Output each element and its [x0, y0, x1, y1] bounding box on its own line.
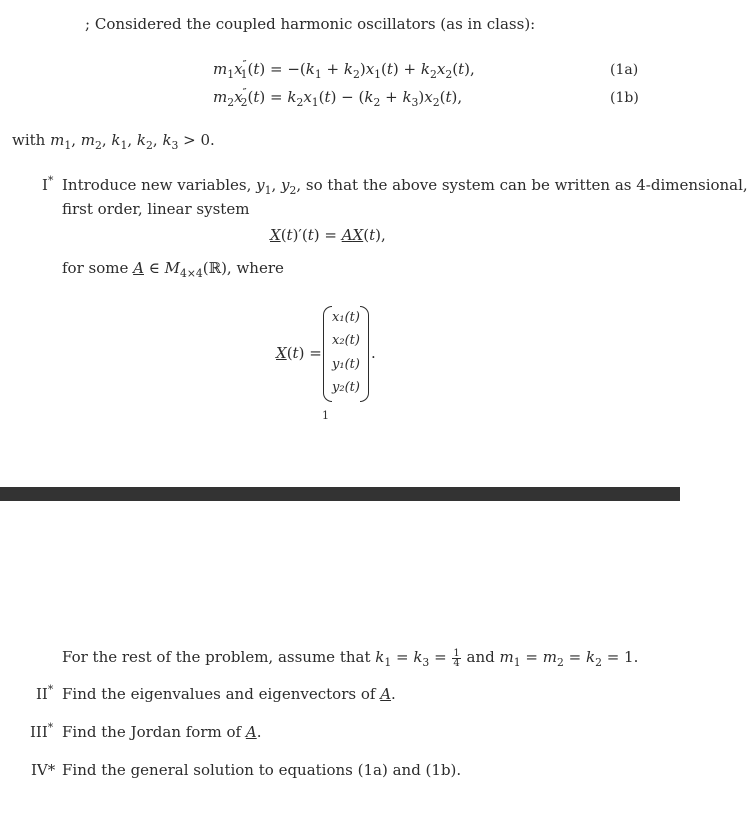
system-equation: X(t)′(t) = AX(t),: [270, 226, 386, 244]
vector-entry-y1: y₁(t): [332, 357, 360, 372]
vector-period: .: [371, 344, 376, 362]
page-divider: [0, 487, 680, 501]
condition-text: with $m_1$, $m_2$, $k_1$, $k_2$, $k_3 > 0$.: [12, 131, 215, 152]
vector-lhs: X(t) =: [276, 344, 322, 362]
item-I-label: I*: [42, 174, 54, 194]
item-I-line1: Introduce new variables, $y_1$, $y_2$, so that the above system can be written as 4-dimensional,: [62, 176, 748, 197]
item-IV-label: IV*: [31, 761, 56, 779]
state-vector-matrix: [323, 306, 369, 402]
item-I-line2: first order, linear system: [62, 200, 250, 218]
item-III-text: Find the Jordan form of A.: [62, 723, 262, 741]
equation-1b-label: (1b): [610, 90, 639, 106]
item-II-text: Find the eigenvalues and eigenvectors of A.: [62, 685, 396, 703]
intro-text: Considered the coupled harmonic oscillators (as in class):: [94, 15, 536, 33]
equation-1b: $m_2x''_2(t) = k_2x_1(t) - (k_2 + k_3)x_2(t)$,: [213, 86, 463, 109]
assumption-text: For the rest of the problem, assume that $k_1 = k_3$ = $\frac{1}{4}$ and $m_1 = m_2 = k_2 = 1$.: [62, 647, 639, 669]
intro-marker: ;: [85, 15, 91, 33]
intro-line: [85, 15, 535, 33]
item-IV-text: Find the general solution to equations (1a) and (1b).: [62, 761, 462, 779]
equation-1a-label: (1a): [610, 62, 639, 78]
vector-entry-x2: x₂(t): [332, 333, 360, 348]
one-quarter-fraction: $\frac{1}{4}$: [453, 647, 460, 669]
equation-1a: $m_1x''_1(t) = -(k_1 + k_2)x_1(t) + k_2x_2(t)$,: [213, 58, 475, 81]
vector-entry-x1: x₁(t): [332, 310, 360, 325]
page-number: 1: [322, 409, 329, 422]
for-some-text: for some A ∈ $M_{4\times 4}(ℝ)$, where: [62, 259, 284, 280]
item-II-label: II*: [36, 683, 54, 703]
item-III-label: III*: [30, 721, 54, 741]
right-bracket: [360, 306, 369, 402]
vector-entry-y2: y₂(t): [332, 380, 360, 395]
